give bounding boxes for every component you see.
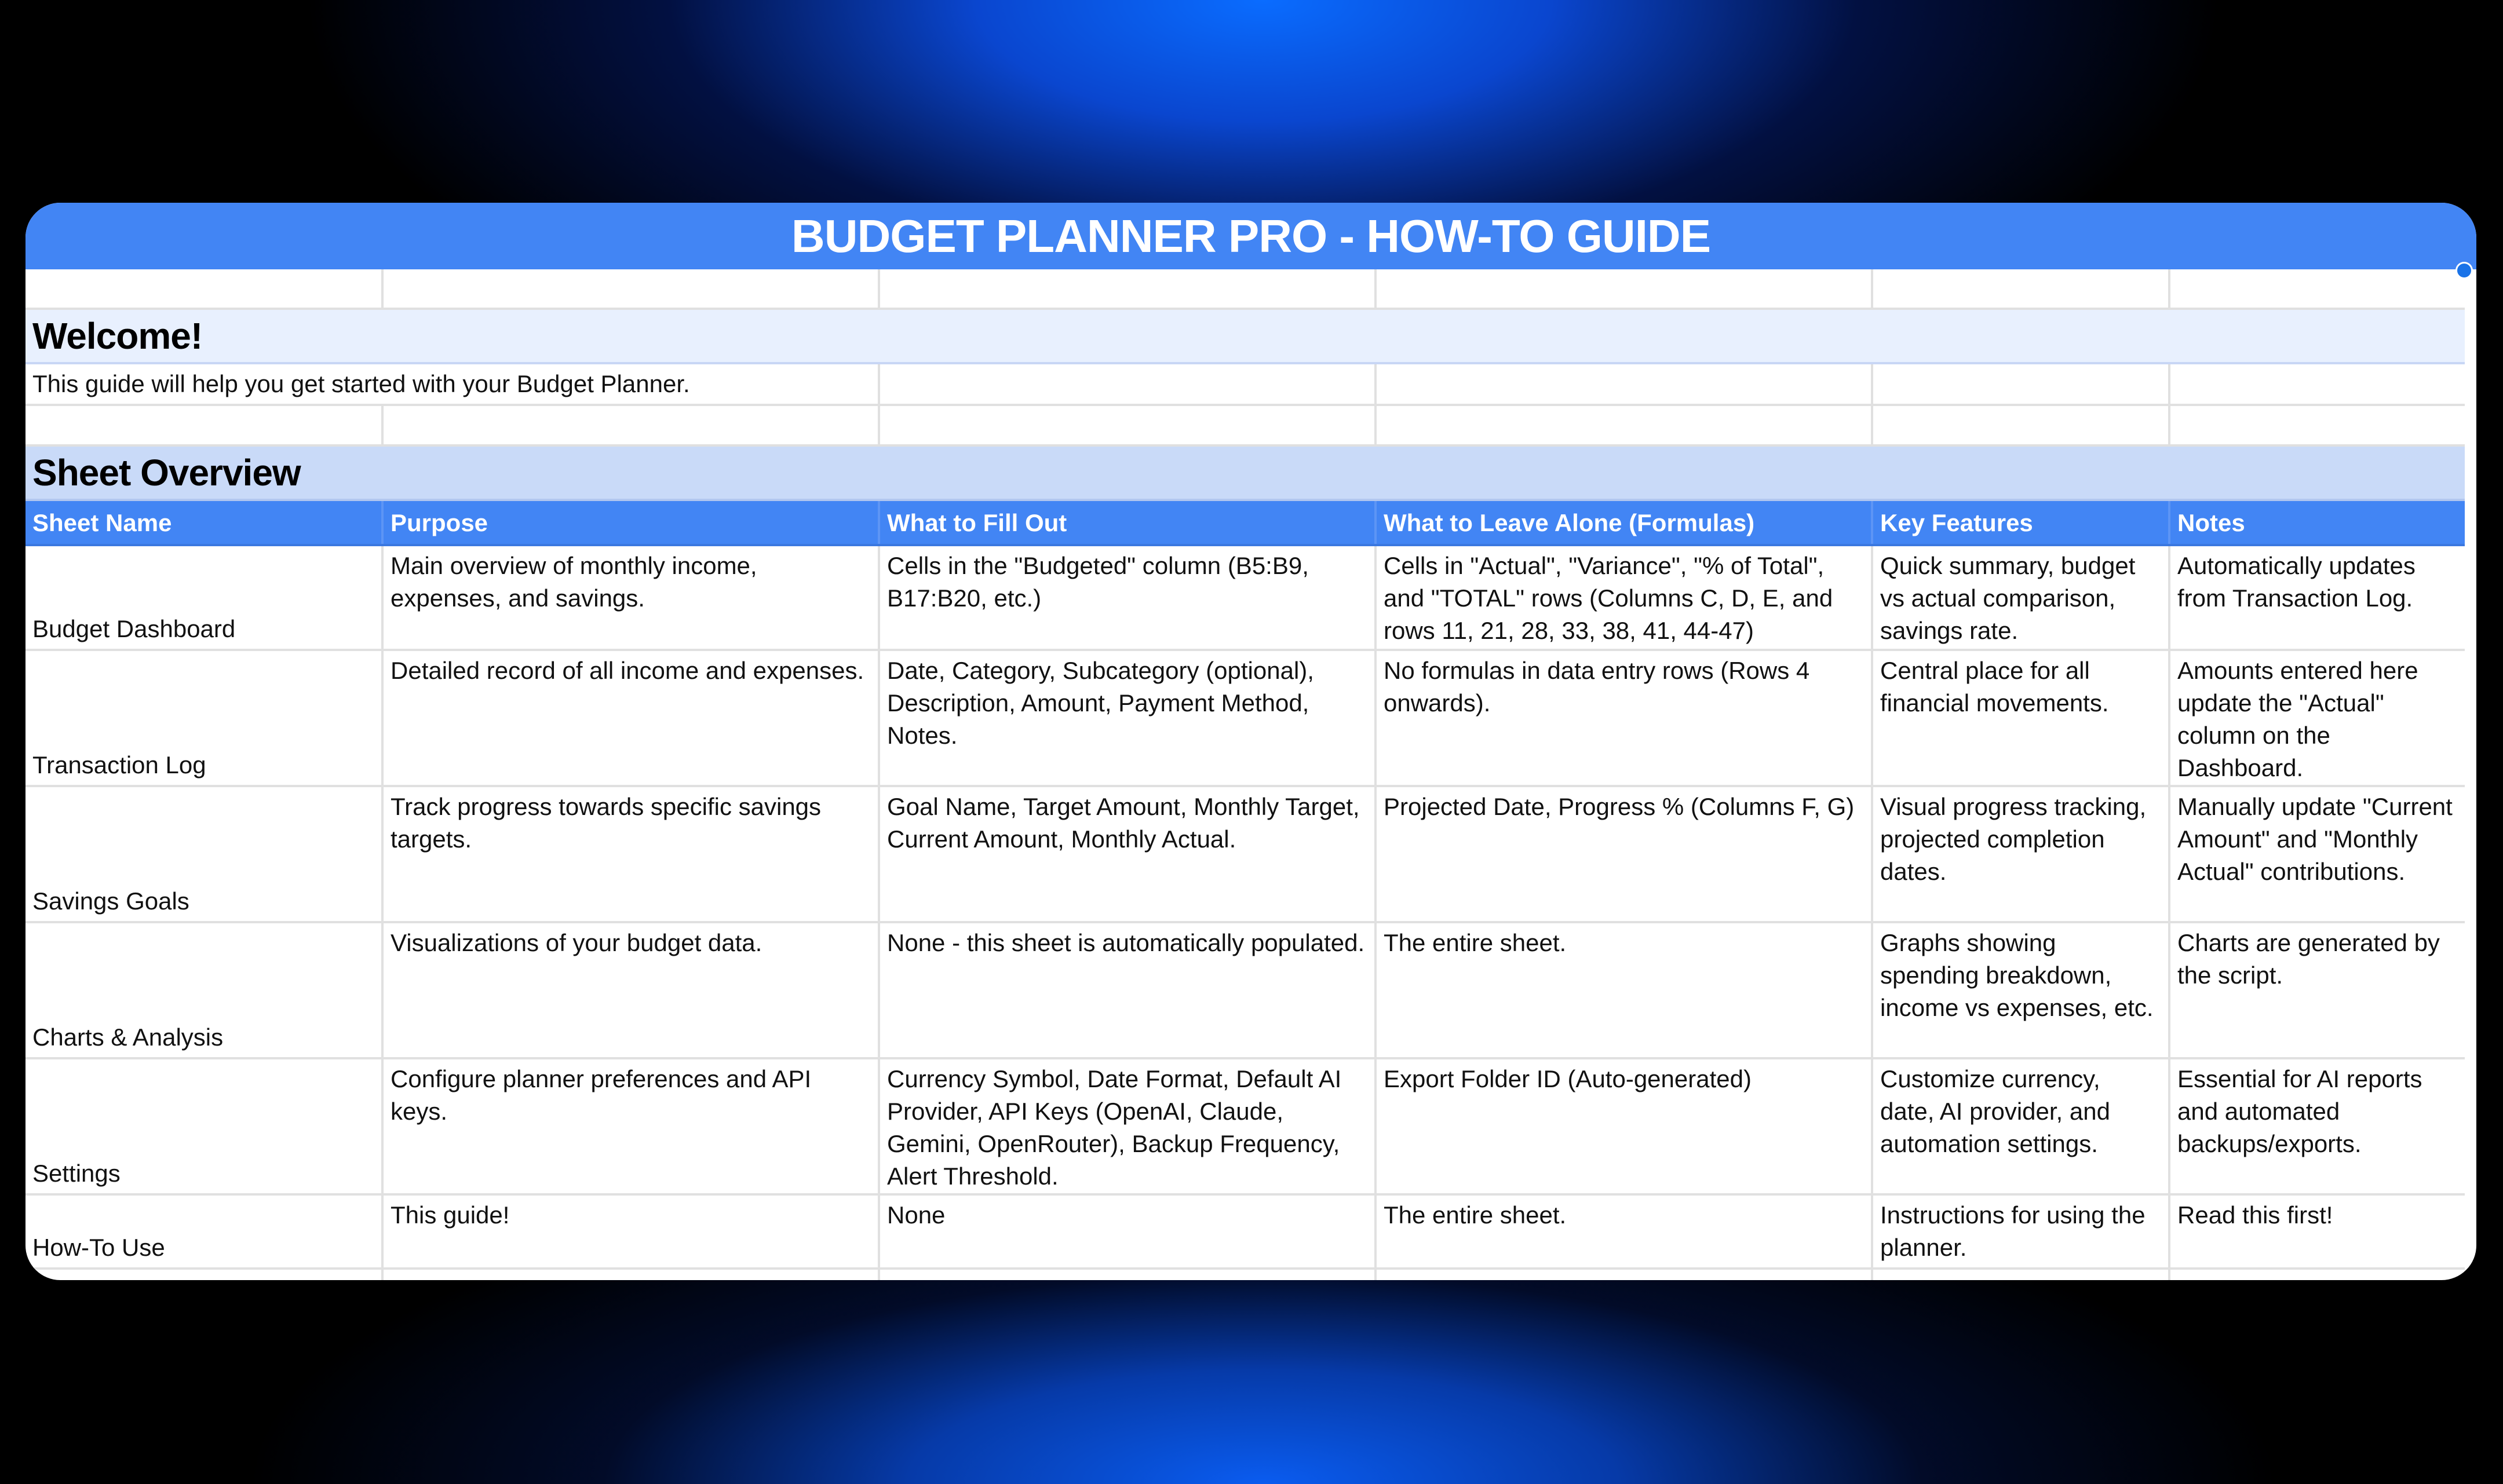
purpose-cell[interactable]: Main overview of monthly income, expenses, and savings. [384,546,880,649]
grid-cell[interactable] [384,269,880,308]
grid-cell[interactable] [25,406,384,444]
welcome-intro-text: This guide will help you get started with your Budget Planner. [32,370,690,397]
column-header-what-to-leave-alone[interactable]: What to Leave Alone (Formulas) [1377,501,1873,544]
table-row [25,1059,2465,1196]
leave-alone-cell[interactable]: No formulas in data entry rows (Rows 4 onwards). [1377,651,1873,785]
grid-cell[interactable] [880,364,1377,404]
notes-cell[interactable]: Read this first! [2177,1201,2333,1229]
sheet-name: Charts & Analysis [32,1024,224,1051]
key-features-cell[interactable]: Graphs showing spending breakdown, income vs expenses, etc. [1873,923,2170,1057]
spreadsheet-card [25,203,2476,1280]
grid-cell[interactable] [1873,364,2170,404]
welcome-intro-row [25,364,2465,406]
welcome-heading: Welcome! [32,315,203,357]
sheet-name: Budget Dashboard [32,615,236,642]
grid-cell[interactable] [25,1270,384,1280]
sheet-overview-heading-row[interactable] [25,447,2465,501]
page-title: BUDGET PLANNER PRO - HOW-TO GUIDE [791,210,1711,262]
fill-out-cell[interactable]: None [880,1196,1377,1267]
table-row [25,546,2465,651]
sheet-name-cell[interactable] [25,787,384,921]
leave-alone-cell[interactable]: Export Folder ID (Auto-generated) [1377,1059,1873,1193]
empty-row [25,269,2465,310]
grid-cell[interactable] [2170,269,2465,308]
column-header-key-features[interactable]: Key Features [1873,501,2170,544]
notes-cell[interactable]: Essential for AI reports and automated backups/exports. [2177,1065,2422,1157]
title-banner[interactable] [25,203,2476,269]
sheet-name: Settings [32,1160,121,1187]
grid-cell[interactable] [25,269,384,308]
key-features-cell[interactable]: Visual progress tracking, projected completion dates. [1873,787,2170,921]
grid-cell[interactable] [1377,1270,1873,1280]
grid-cell[interactable] [880,269,1377,308]
sheet-name-cell[interactable] [25,1059,384,1193]
key-features-cell[interactable]: Instructions for using the planner. [1873,1196,2170,1267]
leave-alone-cell[interactable]: Projected Date, Progress % (Columns F, G) [1377,787,1873,921]
sheet-name: Transaction Log [32,751,206,778]
column-header-sheet-name[interactable]: Sheet Name [25,501,384,544]
fill-out-cell[interactable]: Currency Symbol, Date Format, Default AI Provider, API Keys (OpenAI, Claude, Gemini, OpenRouter), Backup Frequency, Alert Threshold. [880,1059,1377,1193]
fill-out-cell[interactable]: None - this sheet is automatically populated. [880,923,1377,1057]
sheet-name-cell[interactable] [25,546,384,649]
notes-cell[interactable]: Charts are generated by the script. [2177,929,2440,989]
grid-cell[interactable] [2170,406,2465,444]
key-features-cell[interactable]: Customize currency, date, AI provider, and automation settings. [1873,1059,2170,1193]
purpose-cell[interactable]: This guide! [384,1196,880,1267]
grid-cell[interactable] [384,1270,880,1280]
leave-alone-cell[interactable]: The entire sheet. [1377,923,1873,1057]
grid-cell[interactable] [880,1270,1377,1280]
notes-cell[interactable]: Automatically updates from Transaction Log. [2177,552,2416,612]
column-header-notes[interactable]: Notes [2177,509,2245,536]
leave-alone-cell[interactable]: Cells in "Actual", "Variance", "% of Total", and "TOTAL" rows (Columns C, D, E, and rows 11, 21, 28, 33, 38, 41, 44-47) [1377,546,1873,649]
welcome-heading-row[interactable] [25,310,2465,364]
grid-cell[interactable] [2170,364,2465,404]
fill-out-cell[interactable]: Goal Name, Target Amount, Monthly Target, Current Amount, Monthly Actual. [880,787,1377,921]
fill-out-cell[interactable]: Cells in the "Budgeted" column (B5:B9, B17:B20, etc.) [880,546,1377,649]
grid-cell[interactable] [880,406,1377,444]
notes-cell[interactable]: Amounts entered here update the "Actual" column on the Dashboard. [2177,657,2418,781]
grid-cell[interactable] [1377,406,1873,444]
table-header-row [25,501,2465,546]
table-row [25,651,2465,787]
key-features-cell[interactable]: Central place for all financial movements. [1873,651,2170,785]
table-row [25,923,2465,1059]
sheet-grid [25,269,2465,1280]
sheet-name-cell[interactable] [25,1196,384,1267]
table-row [25,787,2465,923]
sheet-overview-heading: Sheet Overview [32,452,301,494]
sheet-name: How-To Use [32,1234,165,1261]
purpose-cell[interactable]: Track progress towards specific savings targets. [384,787,880,921]
grid-cell[interactable] [1377,364,1873,404]
grid-cell[interactable] [384,406,880,444]
grid-cell[interactable] [1873,269,2170,308]
sheet-name-cell[interactable] [25,923,384,1057]
sheet-name: Savings Goals [32,887,189,915]
purpose-cell[interactable]: Configure planner preferences and API keys. [384,1059,880,1193]
column-header-purpose[interactable]: Purpose [384,501,880,544]
purpose-cell[interactable]: Visualizations of your budget data. [384,923,880,1057]
notes-cell[interactable]: Manually update "Current Amount" and "Monthly Actual" contributions. [2177,793,2453,885]
grid-cell[interactable] [1873,1270,2170,1280]
purpose-cell[interactable]: Detailed record of all income and expenses. [384,651,880,785]
sheet-name-cell[interactable] [25,651,384,785]
grid-cell[interactable] [1873,406,2170,444]
table-row [25,1196,2465,1270]
leave-alone-cell[interactable]: The entire sheet. [1377,1196,1873,1267]
empty-row [25,406,2465,447]
fill-out-cell[interactable]: Date, Category, Subcategory (optional), Description, Amount, Payment Method, Notes. [880,651,1377,785]
grid-cell[interactable] [1377,269,1873,308]
empty-row [25,1270,2465,1280]
key-features-cell[interactable]: Quick summary, budget vs actual comparison, savings rate. [1873,546,2170,649]
grid-cell[interactable] [2170,1270,2465,1280]
column-header-what-to-fill-out[interactable]: What to Fill Out [880,501,1377,544]
